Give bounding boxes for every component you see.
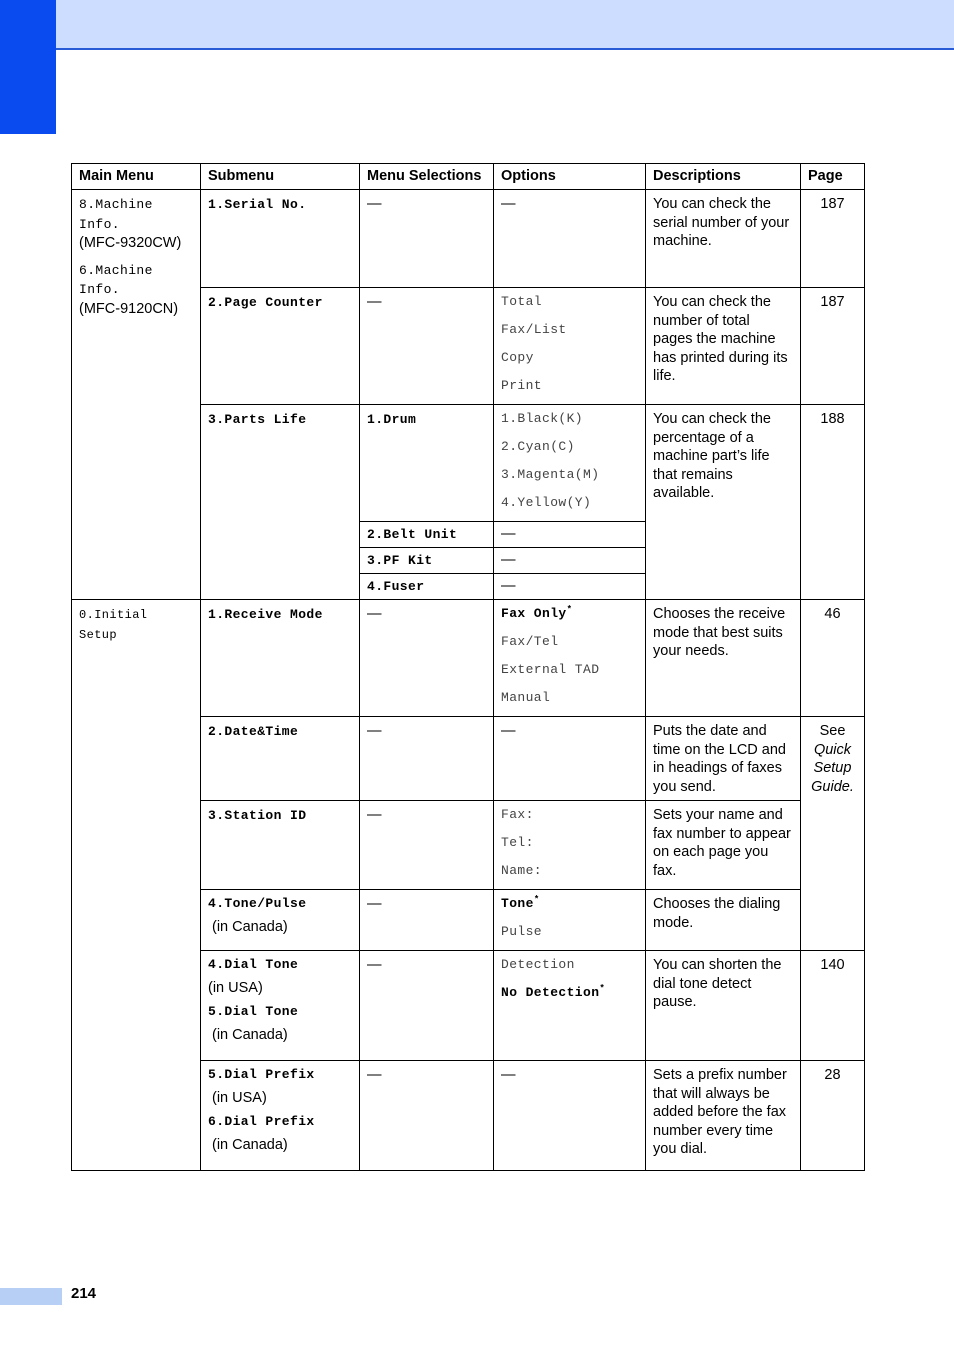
note-in-canada: (in Canada) xyxy=(212,1026,288,1043)
option-fax-tel: Fax/Tel xyxy=(501,634,559,649)
option-copy: Copy xyxy=(501,350,534,365)
option-magenta: 3.Magenta(M) xyxy=(501,467,600,482)
table-row xyxy=(72,190,865,288)
submenu-cell xyxy=(201,951,360,1061)
submenu-cell xyxy=(201,890,360,951)
submenu-dial-prefix-canada: 6.Dial Prefix xyxy=(208,1113,315,1129)
dash: — xyxy=(501,552,516,568)
header-submenu: Submenu xyxy=(201,164,360,190)
option-print: Print xyxy=(501,378,543,393)
main-menu-machine-info-b: 6.Machine Info. xyxy=(79,262,153,297)
selection-cell xyxy=(360,1061,494,1171)
submenu-tone-pulse: 4.Tone/Pulse xyxy=(208,896,307,911)
options-cell xyxy=(494,405,646,522)
selection-belt-unit: 2.Belt Unit xyxy=(367,527,458,542)
dash: — xyxy=(367,606,382,622)
page-cell: 46 xyxy=(801,600,865,717)
option-fax-list: Fax/List xyxy=(501,322,567,337)
header-descriptions: Descriptions xyxy=(646,164,801,190)
submenu-cell xyxy=(201,801,360,890)
description-cell: You can check the number of total pages the machine has printed during its life. xyxy=(646,288,801,405)
chapter-tab xyxy=(0,0,56,134)
selection-cell xyxy=(360,548,494,574)
options-cell xyxy=(494,1061,646,1171)
description-cell: Sets your name and fax number to appear on each page you fax. xyxy=(646,801,801,890)
main-menu-cell xyxy=(72,600,201,1171)
submenu-dial-tone-usa: 4.Dial Tone xyxy=(208,957,299,972)
page-quick-setup-guide: Quick Setup Guide. xyxy=(811,741,854,795)
options-cell xyxy=(494,801,646,890)
dash: — xyxy=(501,723,516,739)
header-options: Options xyxy=(494,164,646,190)
note-in-usa: (in USA) xyxy=(212,1090,267,1106)
selection-pf-kit: 3.PF Kit xyxy=(367,553,433,568)
options-cell xyxy=(494,548,646,574)
submenu-cell xyxy=(201,405,360,600)
note-in-canada: (in Canada) xyxy=(212,919,288,935)
selection-fuser: 4.Fuser xyxy=(367,579,425,594)
note-in-usa: (in USA) xyxy=(208,980,263,996)
description-cell: You can shorten the dial tone detect pause. xyxy=(646,951,801,1061)
page-cell: 28 xyxy=(801,1061,865,1171)
header-main-menu: Main Menu xyxy=(72,164,201,190)
option-detection: Detection xyxy=(501,957,575,972)
submenu-cell xyxy=(201,1061,360,1171)
selection-cell xyxy=(360,600,494,717)
submenu-page-counter: 2.Page Counter xyxy=(208,295,323,310)
option-name: Name: xyxy=(501,863,543,878)
options-cell xyxy=(494,522,646,548)
option-fax-only-default: Fax Only* xyxy=(501,604,573,621)
model-label-b: (MFC-9120CN) xyxy=(79,300,179,317)
main-menu-cell xyxy=(72,190,201,600)
dash: — xyxy=(501,196,516,212)
option-fax: Fax: xyxy=(501,807,534,822)
dash: — xyxy=(367,723,382,739)
options-cell xyxy=(494,600,646,717)
submenu-cell xyxy=(201,190,360,288)
options-cell xyxy=(494,190,646,288)
selection-cell xyxy=(360,288,494,405)
description-cell: Chooses the receive mode that best suits your needs. xyxy=(646,600,801,717)
main-menu-initial-setup: 0.Initial Setup xyxy=(79,608,148,642)
selection-cell xyxy=(360,574,494,600)
option-pulse: Pulse xyxy=(501,924,543,939)
selection-cell xyxy=(360,190,494,288)
option-yellow: 4.Yellow(Y) xyxy=(501,495,592,510)
note-in-canada: (in Canada) xyxy=(212,1136,288,1153)
submenu-dial-prefix-usa: 5.Dial Prefix xyxy=(208,1067,315,1082)
options-cell xyxy=(494,717,646,801)
model-label-a: (MFC-9320CW) xyxy=(79,235,182,251)
dash: — xyxy=(367,1067,382,1083)
selection-cell xyxy=(360,717,494,801)
description-cell: Sets a prefix number that will always be added before the fax number every time you dial. xyxy=(646,1061,801,1171)
option-no-detection-default: No Detection* xyxy=(501,983,606,1000)
header-bar xyxy=(0,0,954,50)
description-cell: Chooses the dialing mode. xyxy=(646,890,801,951)
page-number-tab xyxy=(0,1288,62,1305)
dash: — xyxy=(367,294,382,310)
selection-cell xyxy=(360,890,494,951)
option-manual: Manual xyxy=(501,690,551,705)
page-cell: 188 xyxy=(801,405,865,600)
header-page: Page xyxy=(801,164,865,190)
description-cell: You can check the percentage of a machine part’s life that remains available. xyxy=(646,405,801,600)
submenu-cell xyxy=(201,288,360,405)
submenu-dial-tone-canada: 5.Dial Tone xyxy=(208,1003,299,1019)
selection-cell xyxy=(360,522,494,548)
submenu-date-time: 2.Date&Time xyxy=(208,724,299,739)
dash: — xyxy=(367,196,382,212)
option-total: Total xyxy=(501,294,543,309)
submenu-parts-life: 3.Parts Life xyxy=(208,412,307,427)
dash: — xyxy=(501,526,516,542)
page-see: See xyxy=(819,723,846,739)
description-cell: Puts the date and time on the LCD and in headings of faxes you send. xyxy=(646,717,801,801)
submenu-station-id: 3.Station ID xyxy=(208,808,307,823)
dash: — xyxy=(367,957,382,973)
option-cyan: 2.Cyan(C) xyxy=(501,439,575,454)
dash: — xyxy=(501,578,516,594)
submenu-cell xyxy=(201,717,360,801)
page-cell: 187 xyxy=(801,190,865,288)
selection-cell xyxy=(360,405,494,522)
page-cell xyxy=(801,717,865,951)
submenu-cell xyxy=(201,600,360,717)
page-number: 214 xyxy=(71,1285,97,1302)
description-cell: You can check the serial number of your machine. xyxy=(646,190,801,288)
submenu-serial-no: 1.Serial No. xyxy=(208,197,307,212)
option-black: 1.Black(K) xyxy=(501,411,584,426)
selection-cell xyxy=(360,951,494,1061)
selection-cell xyxy=(360,801,494,890)
submenu-receive-mode: 1.Receive Mode xyxy=(208,607,323,622)
options-cell xyxy=(494,890,646,951)
menu-table xyxy=(71,163,865,1171)
option-external-tad: External TAD xyxy=(501,662,600,677)
options-cell xyxy=(494,951,646,1061)
dash: — xyxy=(501,1067,516,1083)
page-cell: 187 xyxy=(801,288,865,405)
table-header-row xyxy=(72,164,865,190)
options-cell xyxy=(494,288,646,405)
option-tone-default: Tone* xyxy=(501,894,540,911)
dash: — xyxy=(367,807,382,823)
dash: — xyxy=(367,896,382,912)
selection-drum: 1.Drum xyxy=(367,412,417,427)
options-cell xyxy=(494,574,646,600)
main-menu-machine-info-a: 8.Machine Info. xyxy=(79,197,153,232)
table-row xyxy=(72,600,865,717)
page-cell: 140 xyxy=(801,951,865,1061)
option-tel: Tel: xyxy=(501,835,534,850)
header-menu-selections: Menu Selections xyxy=(360,164,494,190)
